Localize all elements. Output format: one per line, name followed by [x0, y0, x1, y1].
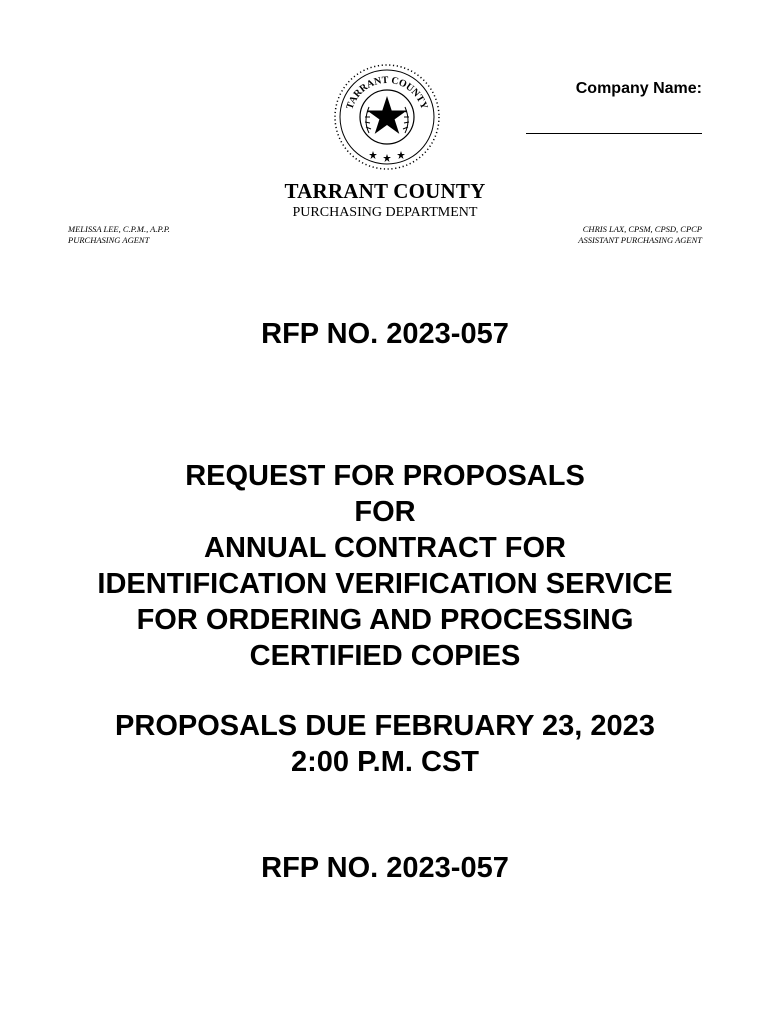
rfp-number-top: RFP NO. 2023-057	[261, 318, 509, 350]
rfp-number-bottom: RFP NO. 2023-057	[261, 852, 509, 884]
county-seal	[333, 63, 441, 171]
org-department: PURCHASING DEPARTMENT	[292, 205, 478, 220]
company-name-label: Company Name:	[575, 80, 702, 97]
title-line: CERTIFIED COPIES	[249, 640, 521, 672]
due-time-line: 2:00 P.M. CST	[290, 746, 480, 778]
title-line: ANNUAL CONTRACT FOR	[204, 532, 566, 564]
purchasing-agent-name: MELISSA LEE, C.P.M., A.P.P.	[68, 224, 170, 234]
title-line: FOR	[354, 496, 416, 528]
due-date-line: PROPOSALS DUE FEBRUARY 23, 2023	[115, 710, 655, 742]
proposal-due-date	[0, 708, 770, 780]
svg-text:TARRANT COUNTY: TARRANT COUNTY	[344, 74, 430, 111]
purchasing-agent-title: PURCHASING AGENT	[68, 235, 150, 245]
org-name: TARRANT COUNTY	[284, 179, 486, 203]
purchasing-agent	[68, 224, 170, 246]
assistant-agent-name: CHRIS LAX, CPSM, CPSD, CPCP	[582, 224, 702, 234]
assistant-agent-title: ASSISTANT PURCHASING AGENT	[578, 235, 702, 245]
seal-small-stars	[369, 151, 405, 162]
title-line: FOR ORDERING AND PROCESSING	[136, 604, 634, 636]
rfp-title	[0, 458, 770, 674]
star-icon	[367, 96, 407, 134]
title-line: REQUEST FOR PROPOSALS	[185, 460, 585, 492]
assistant-purchasing-agent	[578, 224, 702, 246]
company-name-field-line[interactable]	[526, 133, 702, 134]
title-line: IDENTIFICATION VERIFICATION SERVICE	[97, 568, 673, 600]
